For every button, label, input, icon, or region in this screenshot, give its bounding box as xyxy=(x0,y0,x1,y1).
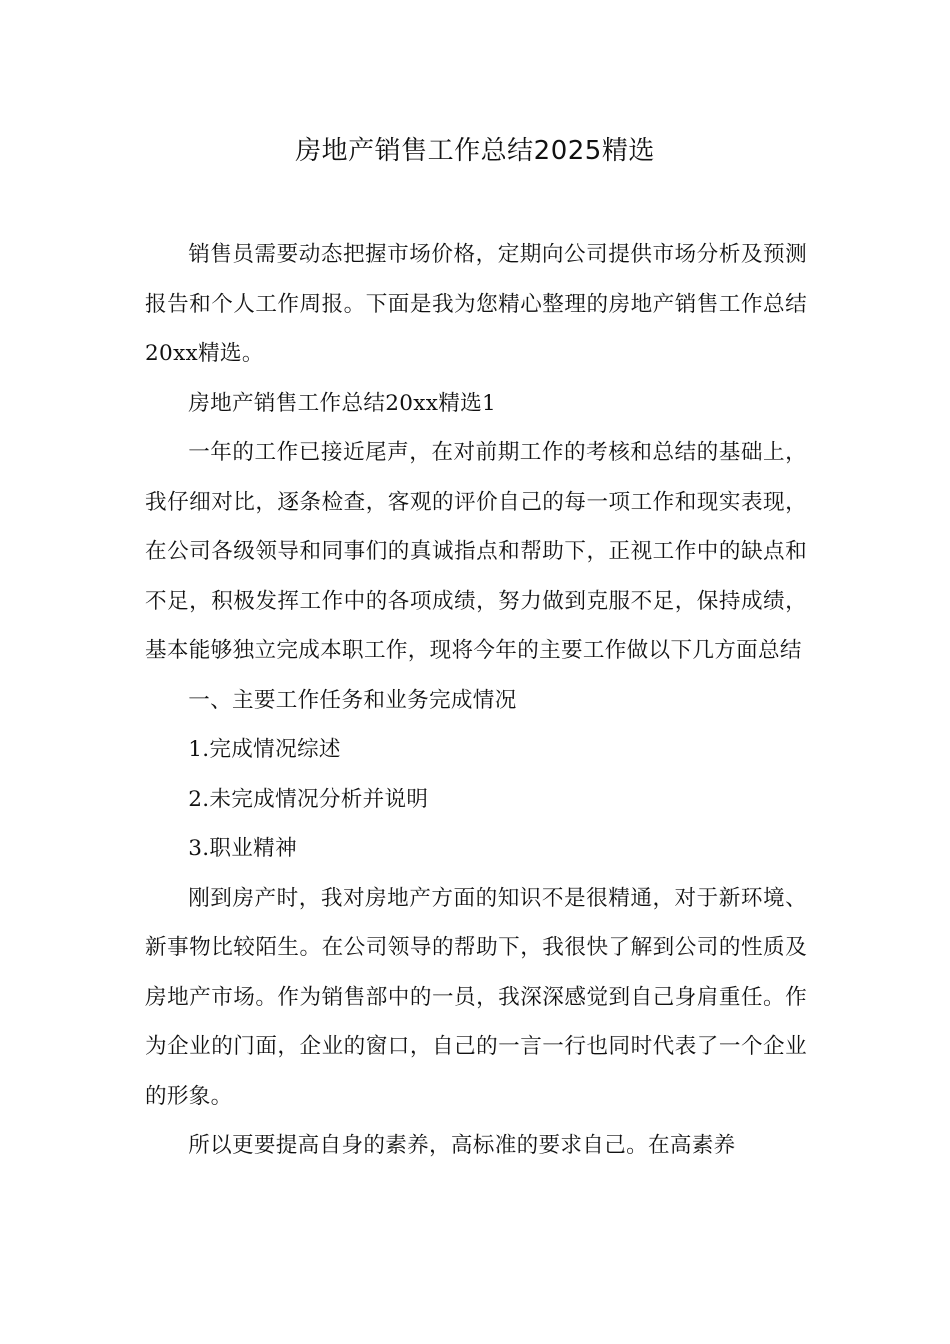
list-item-1: 1.完成情况综述 xyxy=(188,737,341,762)
document-body xyxy=(145,230,807,1171)
body-paragraph: 刚到房产时，我对房地产方面的知识不是很精通，对于新环境、新事物比较陌生。在公司领导的帮助下，我很快了解到公司的性质及房地产市场。作为销售部中的一员，我深深感觉到自己身肩重任。作为企业的门面，企业的窗口，自己的一言一行也同时代表了一个企业的形象。 xyxy=(145,885,807,1109)
section-heading-main-tasks: 一、主要工作任务和业务完成情况 xyxy=(188,687,517,713)
intro-paragraph: 销售员需要动态把握市场价格，定期向公司提供市场分析及预测报告和个人工作周报。下面是我为您精心整理的房地产销售工作总结20xx精选。 xyxy=(145,242,807,366)
list-item-3: 3.职业精神 xyxy=(188,836,297,861)
body-paragraph: 一年的工作已接近尾声，在对前期工作的考核和总结的基础上，我仔细对比，逐条检查，客观的评价自己的每一项工作和现实表现，在公司各级领导和同事们的真诚指点和帮助下，正视工作中的缺点和不足，积极发挥工作中的各项成绩，努力做到克服不足，保持成绩，基本能够独立完成本职工作，现将今年的主要工作做以下几方面总结 xyxy=(145,440,807,663)
document-title: 房地产销售工作总结2025精选 xyxy=(295,136,655,166)
list-item-2: 2.未完成情况分析并说明 xyxy=(188,786,429,812)
section-heading-1: 房地产销售工作总结20xx精选1 xyxy=(188,390,497,416)
body-paragraph: 所以更要提高自身的素养，高标准的要求自己。在高素养 xyxy=(188,1133,736,1158)
